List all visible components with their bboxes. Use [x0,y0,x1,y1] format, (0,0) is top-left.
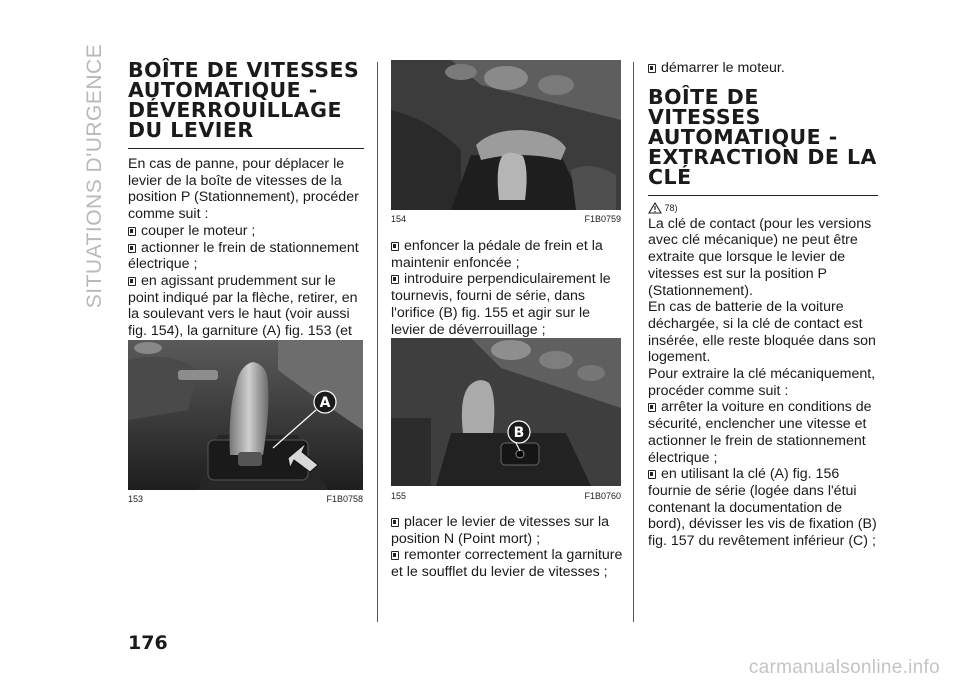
bullet-icon [648,470,656,479]
figure-154-photo [391,60,621,210]
list-item: introduire perpendiculairement le tournevis, fourni de série, dans l'orifice (B) fig. 155 et agir sur le levier de déverrouillage ; [391,271,611,338]
figure-153-photo [128,340,363,490]
figure-number: 155 [391,491,407,501]
paragraph: En cas de batterie de la voiture déchargée, si la clé de contact est insérée, elle reste bloquée dans son logement. [648,299,876,366]
section-title-unlock-lever: BOÎTE DE VITESSES AUTOMATIQUE - DÉVERROUILLAGE DU LEVIER [128,60,364,149]
figure-155-caption [391,491,621,501]
bullet-icon [128,227,136,236]
page-number: 176 [128,632,168,654]
side-section-label: SITUATIONS D'URGENCE [83,43,106,309]
column-2-steps-a [391,238,623,338]
bullet-icon [128,277,136,286]
paragraph: La clé de contact (pour les versions avec clé mécanique) ne peut être extraite que lorsque le levier de vitesses est sur la position P (Stationnement). [648,215,872,299]
figure-code: F1B0758 [326,494,363,504]
list-item: en utilisant la clé (A) fig. 156 fournie de série (logée dans l'étui contenant la documentation de bord), dévisser les vis de fixation (B) fig. 157 du revêtement inférieur (C) ; [648,466,877,550]
list-item: remonter correctement la garniture et le soufflet du levier de vitesses ; [391,547,623,581]
warning-reference: 78) [648,202,878,216]
callout-b-label: B [513,425,525,441]
list-item: démarrer le moteur. [648,60,878,77]
bullet-icon [391,551,399,560]
figure-code: F1B0759 [584,214,621,224]
warning-triangle-icon [648,202,662,214]
figure-code: F1B0760 [584,491,621,501]
bullet-icon [648,403,656,412]
bullet-icon [391,275,399,284]
section-title-key-extraction: BOÎTE DE VITESSES AUTOMATIQUE - EXTRACTION DE LA CLÉ [648,87,878,196]
callout-a-label: A [319,395,331,411]
column-2-steps-b [391,514,623,581]
figure-154-caption [391,214,621,224]
intro-paragraph: En cas de panne, pour déplacer le levier de la boîte de vitesses de la position P (Stationnement), procéder comme suit : [128,156,359,223]
figure-number: 154 [391,214,407,224]
lever-trim-removed-illustration [391,60,621,210]
list-item: enfoncer la pédale de frein et la maintenir enfoncée ; [391,238,603,271]
bullet-icon [128,244,136,253]
column-3 [648,60,878,550]
list-item: placer le levier de vitesses sur la position N (Point mort) ; [391,514,610,547]
gear-lever-illustration [128,340,363,490]
list-item: arrêter la voiture en conditions de sécurité, enclencher une vitesse et actionner le frein de stationnement électrique ; [648,399,872,466]
bullet-icon [391,518,399,527]
unlock-hole-illustration [391,338,621,486]
figure-155-photo [391,338,621,486]
paragraph: Pour extraire la clé mécaniquement, procéder comme suit : [648,366,876,399]
list-item: actionner le frein de stationnement électrique ; [128,239,359,273]
watermark: carmanualsonline.info [748,657,940,678]
list-item: couper le moteur ; [128,223,364,240]
column-divider-1 [377,62,378,622]
list-item: en agissant prudemment sur le point indiqué par la flèche, retirer, en la soulevant vers le haut (voir aussi fig. 154), la garniture (A) fig. 153 (et [128,272,358,340]
figure-153-caption [128,494,363,504]
figure-number: 153 [128,494,144,504]
bullet-icon [648,64,656,73]
column-1 [128,60,364,356]
column-divider-2 [633,62,634,622]
bullet-icon [391,242,399,251]
